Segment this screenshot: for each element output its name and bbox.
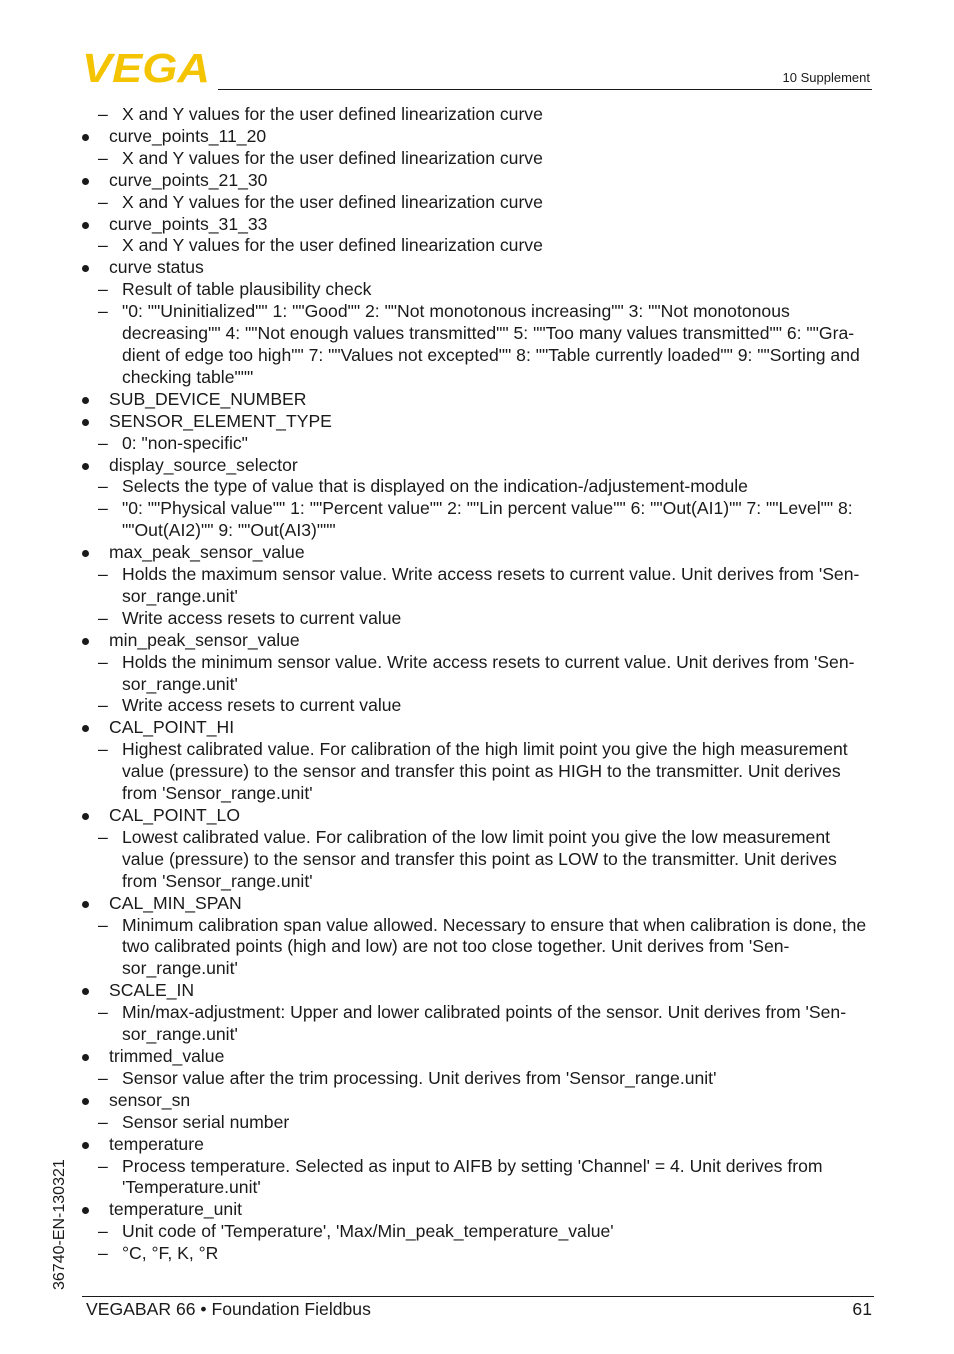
vega-logo [82,50,212,84]
parameter-name: temperature [80,1134,875,1156]
parameter-name: SUB_DEVICE_NUMBER [80,389,875,411]
parameter-detail: – X and Y values for the user defined linearization curve [80,104,875,126]
parameter-name: trimmed_value [80,1046,875,1068]
parameter-name: min_peak_sensor_value [80,630,875,652]
parameter-detail: – Sensor serial number [80,1112,875,1134]
parameter-detail: – Holds the maximum sensor value. Write access resets to current value. Unit derives from 'Sensor_range.unit' [80,564,875,608]
parameter-detail: – Write access resets to current value [80,695,875,717]
parameter-name: curve_points_21_30 [80,170,875,192]
parameter-name: CAL_POINT_LO [80,805,875,827]
parameter-detail: – X and Y values for the user defined linearization curve [80,235,875,257]
parameter-name: temperature_unit [80,1199,875,1221]
logo-text: VEGA [82,50,210,84]
parameter-detail: – "0: ""Physical value"" 1: ""Percent value"" 2: ""Lin percent value"" 6: ""Out(AI1)"" 7: ""Level"" 8: ""Out(AI2)"" 9: ""Out(AI3)""" [80,498,875,542]
parameter-detail: – 0: "non-specific" [80,433,875,455]
parameter-name: max_peak_sensor_value [80,542,875,564]
parameter-name: SCALE_IN [80,980,875,1002]
parameter-name: sensor_sn [80,1090,875,1112]
parameter-detail: – Holds the minimum sensor value. Write access resets to current value. Unit derives from 'Sensor_range.unit' [80,652,875,696]
parameter-detail: – Selects the type of value that is displayed on the indication-/adjustement-module [80,476,875,498]
parameter-list [80,104,875,1265]
parameter-detail: – Process temperature. Selected as input to AIFB by setting 'Channel' = 4. Unit derives from 'Temperature.unit' [80,1156,875,1200]
document-code: 36740-EN-130321 [51,1159,68,1290]
parameter-detail: – Unit code of 'Temperature', 'Max/Min_peak_temperature_value' [80,1221,875,1243]
footer-divider [82,1296,874,1297]
parameter-name: curve_points_11_20 [80,126,875,148]
section-label: 10 Supplement [782,70,870,85]
parameter-detail: – °C, °F, K, °R [80,1243,875,1265]
parameter-detail: – X and Y values for the user defined linearization curve [80,148,875,170]
parameter-name: curve_points_31_33 [80,214,875,236]
parameter-name: curve status [80,257,875,279]
parameter-detail: – Result of table plausibility check [80,279,875,301]
parameter-name: SENSOR_ELEMENT_TYPE [80,411,875,433]
parameter-detail: – Lowest calibrated value. For calibration of the low limit point you give the low measurement value (pressure) to the sensor and transfer this point as LOW to the transmitter. Unit derives from 'Sensor_range.unit' [80,827,875,893]
page-number: 61 [852,1299,872,1319]
parameter-detail: – Highest calibrated value. For calibration of the high limit point you give the high measurement value (pressure) to the sensor and transfer this point as HIGH to the transmitter. Unit derives from 'Sensor_range.unit' [80,739,875,805]
parameter-name: display_source_selector [80,455,875,477]
parameter-detail: – Min/max-adjustment: Upper and lower calibrated points of the sensor. Unit derives from 'Sensor_range.unit' [80,1002,875,1046]
parameter-detail: – "0: ""Uninitialized"" 1: ""Good"" 2: ""Not monotonous increasing"" 3: ""Not monotonous decreasing"" 4: ""Not enough values transmitted"" 5: ""Too many values transmitted"" 6: ""Gradient of edge too high"" 7: ""Values not excepted"" 8: ""Table currently loaded"" 9: ""Sorting and checking table""" [80,301,875,389]
parameter-name: CAL_POINT_HI [80,717,875,739]
parameter-detail: – Minimum calibration span value allowed. Necessary to ensure that when calibration is done, the two calibrated points (high and low) are not too close together. Unit derives from 'Sensor_range.unit' [80,915,875,981]
footer-title: VEGABAR 66 • Foundation Fieldbus [86,1299,371,1319]
parameter-detail: – X and Y values for the user defined linearization curve [80,192,875,214]
item-list [80,104,875,1265]
header-divider [218,89,872,90]
parameter-detail: – Sensor value after the trim processing. Unit derives from 'Sensor_range.unit' [80,1068,875,1090]
parameter-detail: – Write access resets to current value [80,608,875,630]
parameter-name: CAL_MIN_SPAN [80,893,875,915]
